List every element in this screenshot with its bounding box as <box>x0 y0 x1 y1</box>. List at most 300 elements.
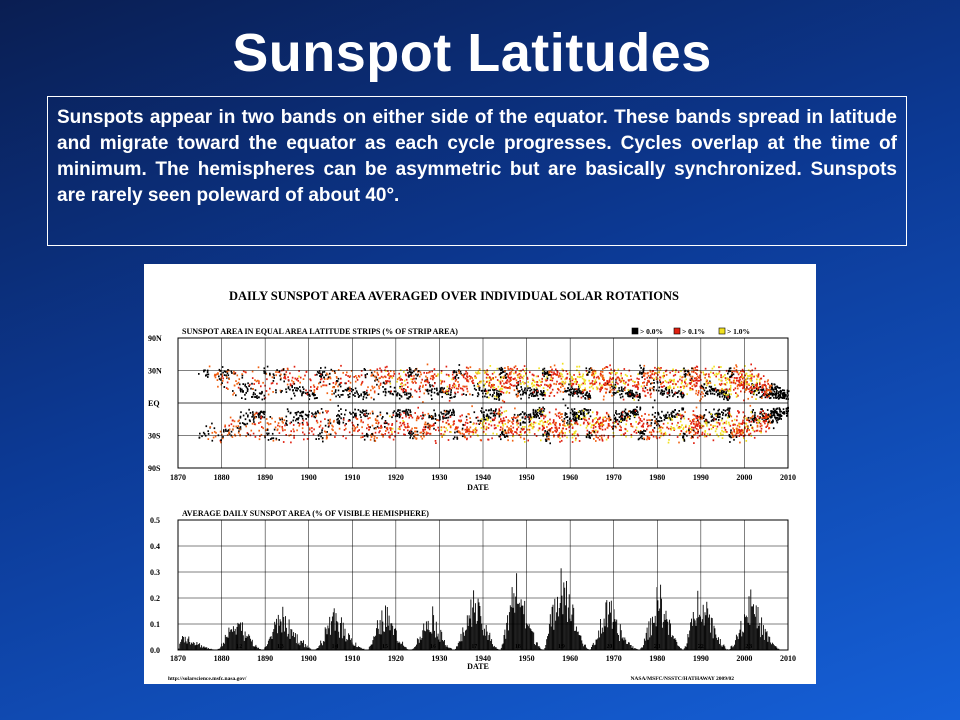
butterfly-point <box>505 416 507 418</box>
butterfly-point <box>610 369 612 371</box>
butterfly-point <box>387 380 389 382</box>
butterfly-point <box>714 393 716 395</box>
butterfly-point <box>401 386 403 388</box>
butterfly-point <box>741 373 743 375</box>
butterfly-point <box>712 419 714 421</box>
butterfly-point <box>340 386 342 388</box>
butterfly-point <box>775 396 777 398</box>
butterfly-point <box>617 377 619 379</box>
butterfly-point <box>593 427 595 429</box>
butterfly-point <box>490 417 492 419</box>
butterfly-point <box>750 433 752 435</box>
butterfly-point <box>663 423 665 425</box>
butterfly-point <box>357 424 359 426</box>
butterfly-point <box>420 436 422 438</box>
butterfly-point <box>684 374 686 376</box>
butterfly-point <box>696 385 698 387</box>
butterfly-point <box>767 425 769 427</box>
legend-label-0: > 0.0% <box>640 327 664 336</box>
butterfly-point <box>429 386 431 388</box>
butterfly-point <box>381 418 383 420</box>
butterfly-point <box>380 427 382 429</box>
butterfly-point <box>384 389 386 391</box>
butterfly-point <box>683 433 685 435</box>
butterfly-point <box>778 391 780 393</box>
butterfly-point <box>388 381 390 383</box>
butterfly-point <box>575 419 577 421</box>
butterfly-point <box>619 429 621 431</box>
butterfly-point <box>716 390 718 392</box>
butterfly-point <box>652 429 654 431</box>
butterfly-point <box>586 436 588 438</box>
butterfly-point <box>413 375 415 377</box>
butterfly-point <box>443 387 445 389</box>
butterfly-point <box>761 428 763 430</box>
butterfly-point <box>467 422 469 424</box>
butterfly-point <box>419 387 421 389</box>
butterfly-point <box>697 425 699 427</box>
butterfly-point <box>726 396 728 398</box>
butterfly-point <box>481 427 483 429</box>
butterfly-point <box>511 432 513 434</box>
butterfly-point <box>649 387 651 389</box>
butterfly-point <box>555 373 557 375</box>
butterfly-point <box>480 382 482 384</box>
butterfly-point <box>517 419 519 421</box>
butterfly-point <box>630 423 632 425</box>
butterfly-point <box>327 392 329 394</box>
butterfly-point <box>642 424 644 426</box>
butterfly-point <box>758 392 760 394</box>
butterfly-point <box>307 438 309 440</box>
butterfly-point <box>555 369 557 371</box>
butterfly-point <box>559 432 561 434</box>
butterfly-point <box>325 374 327 376</box>
butterfly-point <box>246 413 248 415</box>
butterfly-point <box>311 412 313 414</box>
butterfly-point <box>425 376 427 378</box>
butterfly-point <box>267 429 269 431</box>
butterfly-grid <box>178 338 788 468</box>
butterfly-point <box>580 392 582 394</box>
butterfly-point <box>306 393 308 395</box>
butterfly-point <box>274 421 276 423</box>
butterfly-point <box>359 414 361 416</box>
butterfly-point <box>431 398 433 400</box>
butterfly-point <box>629 379 631 381</box>
butterfly-point <box>508 427 510 429</box>
butterfly-point <box>757 415 759 417</box>
butterfly-point <box>309 378 311 380</box>
butterfly-point <box>508 429 510 431</box>
butterfly-point <box>247 390 249 392</box>
butterfly-point <box>460 416 462 418</box>
butterfly-point <box>548 436 550 438</box>
butterfly-point <box>506 410 508 412</box>
butterfly-point <box>560 373 562 375</box>
butterfly-point <box>620 381 622 383</box>
butterfly-point <box>199 437 201 439</box>
butterfly-point <box>500 429 502 431</box>
butterfly-point <box>760 423 762 425</box>
butterfly-point <box>470 427 472 429</box>
butterfly-point <box>209 366 211 368</box>
butterfly-point <box>627 395 629 397</box>
butterfly-point <box>582 378 584 380</box>
butterfly-point <box>469 393 471 395</box>
butterfly-point <box>511 368 513 370</box>
butterfly-point <box>520 431 522 433</box>
butterfly-point <box>543 394 545 396</box>
butterfly-point <box>750 364 752 366</box>
area-panel-title: AVERAGE DAILY SUNSPOT AREA (% OF VISIBLE HEMISPHERE) <box>182 509 429 518</box>
butterfly-point <box>328 434 330 436</box>
butterfly-point <box>597 412 599 414</box>
butterfly-point <box>466 388 468 390</box>
butterfly-point <box>226 371 228 373</box>
butterfly-point <box>581 418 583 420</box>
butterfly-point <box>691 379 693 381</box>
butterfly-point <box>225 375 227 377</box>
butterfly-point <box>678 390 680 392</box>
butterfly-point <box>584 383 586 385</box>
butterfly-point <box>316 420 318 422</box>
butterfly-point <box>499 398 501 400</box>
butterfly-point <box>488 410 490 412</box>
butterfly-point <box>543 415 545 417</box>
butterfly-point <box>705 430 707 432</box>
butterfly-point <box>206 425 208 427</box>
butterfly-point <box>572 441 574 443</box>
butterfly-point <box>677 422 679 424</box>
butterfly-point <box>681 396 683 398</box>
butterfly-point <box>515 371 517 373</box>
butterfly-point <box>591 374 593 376</box>
butterfly-point <box>542 429 544 431</box>
butterfly-point <box>286 391 288 393</box>
butterfly-point <box>667 396 669 398</box>
butterfly-point <box>445 392 447 394</box>
butterfly-point <box>510 379 512 381</box>
butterfly-point <box>593 425 595 427</box>
butterfly-point <box>558 389 560 391</box>
butterfly-point <box>378 381 380 383</box>
butterfly-point <box>499 380 501 382</box>
butterfly-point <box>533 422 535 424</box>
butterfly-point <box>697 429 699 431</box>
butterfly-point <box>417 431 419 433</box>
butterfly-point <box>399 426 401 428</box>
butterfly-point <box>494 425 496 427</box>
butterfly-point <box>450 394 452 396</box>
butterfly-point <box>343 422 345 424</box>
butterfly-point <box>302 427 304 429</box>
butterfly-point <box>531 423 533 425</box>
butterfly-point <box>733 431 735 433</box>
butterfly-point <box>661 389 663 391</box>
butterfly-point <box>461 414 463 416</box>
butterfly-point <box>661 420 663 422</box>
legend-swatch-1 <box>674 328 680 334</box>
butterfly-point <box>353 430 355 432</box>
butterfly-point <box>533 395 535 397</box>
butterfly-point <box>354 395 356 397</box>
butterfly-point <box>544 373 546 375</box>
butterfly-point <box>486 396 488 398</box>
butterfly-point <box>543 418 545 420</box>
butterfly-point <box>728 422 730 424</box>
butterfly-point <box>458 388 460 390</box>
butterfly-point <box>694 367 696 369</box>
butterfly-point <box>781 397 783 399</box>
butterfly-point <box>420 415 422 417</box>
butterfly-point <box>282 428 284 430</box>
butterfly-point <box>520 370 522 372</box>
butterfly-point <box>618 421 620 423</box>
butterfly-point <box>547 378 549 380</box>
butterfly-point <box>382 436 384 438</box>
butterfly-point <box>615 412 617 414</box>
butterfly-point <box>587 425 589 427</box>
butterfly-point <box>671 413 673 415</box>
butterfly-point <box>462 428 464 430</box>
butterfly-point <box>624 389 626 391</box>
butterfly-point <box>262 382 264 384</box>
butterfly-point <box>609 379 611 381</box>
butterfly-point <box>582 374 584 376</box>
butterfly-point <box>355 388 357 390</box>
butterfly-point <box>377 373 379 375</box>
butterfly-point <box>364 368 366 370</box>
butterfly-point <box>391 416 393 418</box>
butterfly-point <box>246 386 248 388</box>
butterfly-point <box>354 409 356 411</box>
butterfly-point <box>693 442 695 444</box>
butterfly-point <box>701 391 703 393</box>
butterfly-point <box>732 436 734 438</box>
butterfly-point <box>509 392 511 394</box>
butterfly-point <box>746 440 748 442</box>
butterfly-point <box>754 416 756 418</box>
butterfly-point <box>390 391 392 393</box>
butterfly-point <box>590 432 592 434</box>
butterfly-point <box>446 374 448 376</box>
butterfly-point <box>408 375 410 377</box>
butterfly-point <box>520 419 522 421</box>
butterfly-point <box>757 422 759 424</box>
butterfly-point <box>303 420 305 422</box>
butterfly-point <box>513 378 515 380</box>
butterfly-point <box>436 388 438 390</box>
butterfly-point <box>771 383 773 385</box>
butterfly-point <box>733 371 735 373</box>
butterfly-point <box>561 440 563 442</box>
butterfly-point <box>224 374 226 376</box>
butterfly-point <box>434 392 436 394</box>
butterfly-point <box>716 422 718 424</box>
butterfly-point <box>475 427 477 429</box>
butterfly-point <box>771 410 773 412</box>
butterfly-point <box>718 373 720 375</box>
butterfly-point <box>410 435 412 437</box>
butterfly-point <box>663 393 665 395</box>
butterfly-point <box>734 424 736 426</box>
butterfly-point <box>611 378 613 380</box>
butterfly-point <box>380 412 382 414</box>
butterfly-point <box>375 376 377 378</box>
butterfly-point <box>454 432 456 434</box>
butterfly-point <box>721 420 723 422</box>
butterfly-point <box>387 374 389 376</box>
butterfly-point <box>349 393 351 395</box>
butterfly-point <box>464 437 466 439</box>
butterfly-point <box>371 375 373 377</box>
butterfly-point <box>505 374 507 376</box>
butterfly-point <box>366 427 368 429</box>
butterfly-point <box>712 390 714 392</box>
butterfly-point <box>535 422 537 424</box>
butterfly-point <box>527 378 529 380</box>
butterfly-point <box>252 423 254 425</box>
butterfly-point <box>471 377 473 379</box>
butterfly-point <box>250 388 252 390</box>
butterfly-point <box>488 424 490 426</box>
butterfly-point <box>302 424 304 426</box>
butterfly-point <box>225 371 227 373</box>
butterfly-point <box>258 430 260 432</box>
butterfly-point <box>252 413 254 415</box>
butterfly-point <box>691 368 693 370</box>
butterfly-point <box>345 409 347 411</box>
butterfly-point <box>609 378 611 380</box>
butterfly-point <box>673 428 675 430</box>
butterfly-point <box>720 432 722 434</box>
butterfly-point <box>524 418 526 420</box>
butterfly-point <box>565 381 567 383</box>
butterfly-point <box>641 386 643 388</box>
butterfly-point <box>734 419 736 421</box>
butterfly-point <box>490 421 492 423</box>
butterfly-point <box>662 375 664 377</box>
butterfly-point <box>543 425 545 427</box>
butterfly-point <box>697 437 699 439</box>
butterfly-point <box>450 426 452 428</box>
butterfly-point <box>215 436 217 438</box>
butterfly-point <box>632 410 634 412</box>
butterfly-point <box>523 383 525 385</box>
butterfly-point <box>366 390 368 392</box>
butterfly-point <box>547 385 549 387</box>
butterfly-point <box>633 395 635 397</box>
butterfly-point <box>645 373 647 375</box>
butterfly-point <box>645 395 647 397</box>
butterfly-point <box>425 422 427 424</box>
butterfly-point <box>709 389 711 391</box>
butterfly-point <box>281 390 283 392</box>
butterfly-point <box>596 421 598 423</box>
butterfly-point <box>619 379 621 381</box>
butterfly-point <box>595 379 597 381</box>
butterfly-point <box>397 413 399 415</box>
butterfly-point <box>425 426 427 428</box>
butterfly-point <box>704 395 706 397</box>
butterfly-point <box>326 436 328 438</box>
butterfly-point <box>299 382 301 384</box>
butterfly-point <box>401 389 403 391</box>
butterfly-point <box>485 383 487 385</box>
butterfly-point <box>454 436 456 438</box>
butterfly-point <box>772 394 774 396</box>
butterfly-point <box>281 419 283 421</box>
butterfly-point <box>446 417 448 419</box>
butterfly-wing-cycle-13 <box>263 366 369 444</box>
butterfly-point <box>761 417 763 419</box>
butterfly-point <box>393 414 395 416</box>
butterfly-point <box>644 378 646 380</box>
butterfly-point <box>684 439 686 441</box>
butterfly-point <box>322 371 324 373</box>
butterfly-point <box>558 375 560 377</box>
butterfly-point <box>647 372 649 374</box>
butterfly-point <box>424 429 426 431</box>
butterfly-point <box>354 428 356 430</box>
butterfly-point <box>283 381 285 383</box>
butterfly-point <box>503 392 505 394</box>
butterfly-point <box>737 385 739 387</box>
butterfly-point <box>440 412 442 414</box>
butterfly-point <box>524 426 526 428</box>
butterfly-point <box>637 387 639 389</box>
butterfly-point <box>376 437 378 439</box>
butterfly-point <box>577 423 579 425</box>
butterfly-point <box>386 382 388 384</box>
butterfly-point <box>320 436 322 438</box>
butterfly-point <box>301 411 303 413</box>
butterfly-point <box>425 380 427 382</box>
butterfly-point <box>511 417 513 419</box>
butterfly-point <box>458 420 460 422</box>
butterfly-point <box>370 439 372 441</box>
butterfly-point <box>777 417 779 419</box>
butterfly-point <box>388 391 390 393</box>
butterfly-point <box>583 379 585 381</box>
butterfly-point <box>624 410 626 412</box>
butterfly-point <box>260 393 262 395</box>
butterfly-point <box>724 396 726 398</box>
butterfly-point <box>227 382 229 384</box>
butterfly-point <box>449 400 451 402</box>
butterfly-point <box>426 433 428 435</box>
butterfly-point <box>506 391 508 393</box>
butterfly-point <box>602 371 604 373</box>
butterfly-point <box>722 418 724 420</box>
butterfly-point <box>486 415 488 417</box>
butterfly-point <box>437 392 439 394</box>
butterfly-point <box>550 392 552 394</box>
butterfly-point <box>581 410 583 412</box>
butterfly-point <box>377 420 379 422</box>
butterfly-point <box>361 374 363 376</box>
butterfly-point <box>232 436 234 438</box>
butterfly-point <box>440 390 442 392</box>
butterfly-point <box>763 421 765 423</box>
butterfly-point <box>199 433 201 435</box>
butterfly-point <box>382 377 384 379</box>
butterfly-point <box>654 374 656 376</box>
butterfly-point <box>765 413 767 415</box>
butterfly-point <box>673 387 675 389</box>
butterfly-point <box>296 414 298 416</box>
